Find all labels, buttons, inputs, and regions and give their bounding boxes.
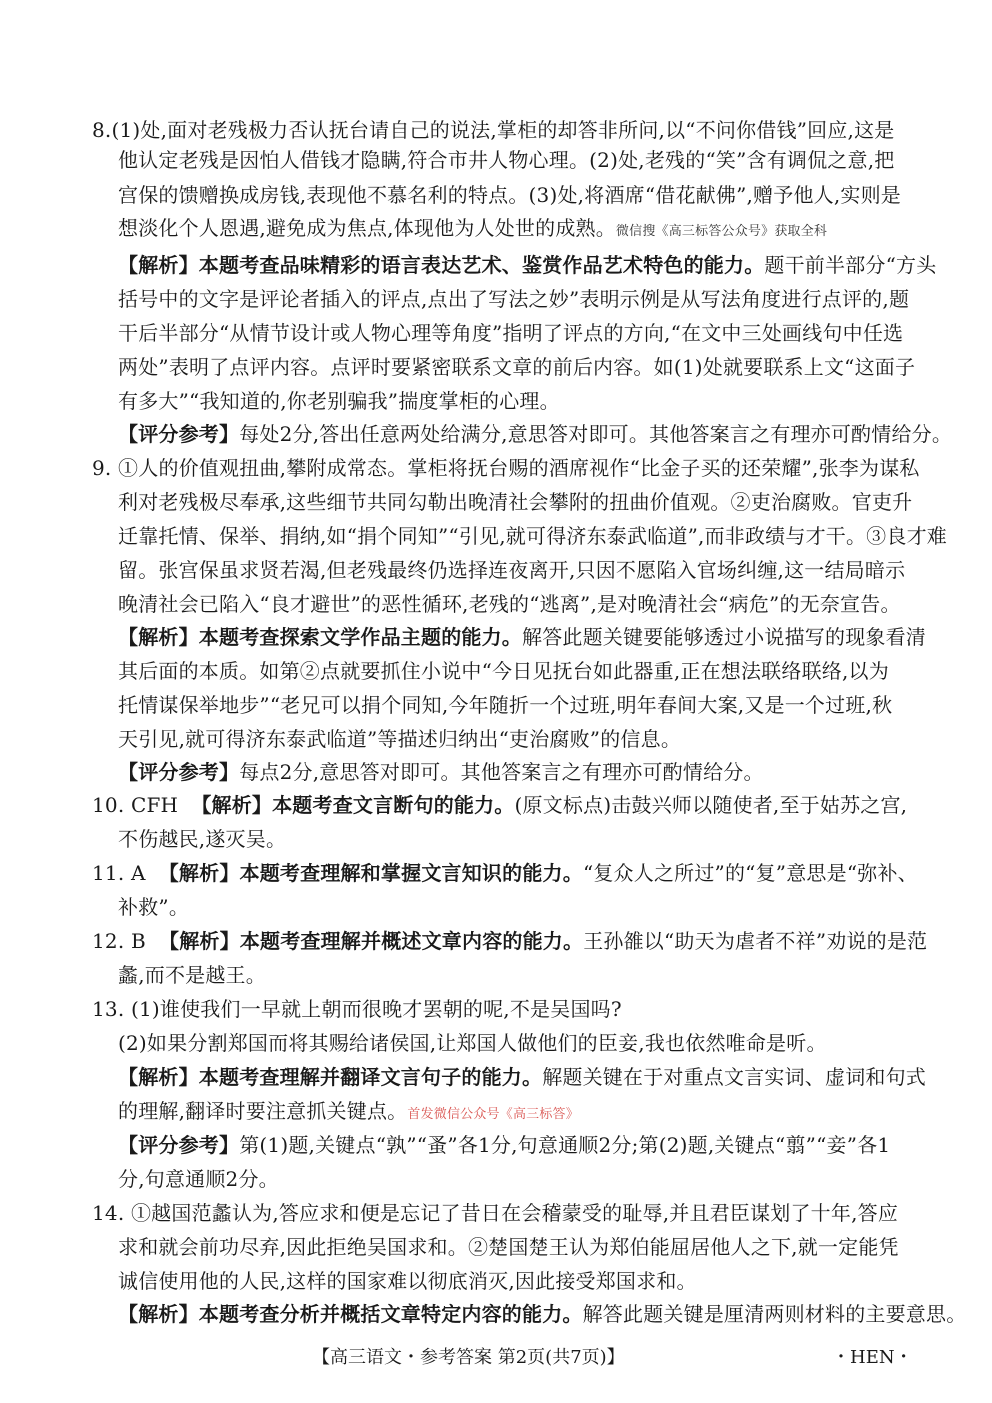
q12-line-1: 12. B 【解析】本题考查理解并概述文章内容的能力。王孙雒以“助天为虐者不祥”劝说的是范 [92, 929, 928, 953]
q13-line-2: (2)如果分割郑国而将其赐给诸侯国,让郑国人做他们的臣妾,我也依然唯命是听。 [118, 1031, 827, 1055]
q10-line-2: 不伤越民,遂灭吴。 [118, 827, 287, 851]
q9-line-5: 晚清社会已陷入“良才避世”的恶性循环,老残的“逃离”,是对晚清社会“病危”的无奈宣告。 [118, 592, 901, 616]
q13-analysis-line-2: 的理解,翻译时要注意抓关键点。首发微信公众号《高三标答》 [118, 1099, 579, 1123]
q13-line-1: 13. (1)谁使我们一早就上朝而很晚才罢朝的呢,不是吴国吗? [92, 997, 622, 1021]
watermark-text-1: 微信搜《高三标答公众号》获取全科 [615, 224, 828, 239]
q11-line-1: 11. A 【解析】本题考查理解和掌握文言知识的能力。“复众人之所过”的“复”意思是“弥补、 [92, 861, 918, 885]
q8-analysis-line-5: 有多大”“我知道的,你老别骗我”揣度掌柜的心理。 [118, 389, 560, 413]
q13-scoring-line-2: 分,句意通顺2分。 [118, 1167, 279, 1191]
q8-analysis-line-2: 括号中的文字是评论者插入的评点,点出了写法之妙”表明示例是从写法角度进行点评的,题 [118, 287, 910, 311]
footer-region-code: ・HEN・ [832, 1347, 913, 1368]
q8-line-2: 他认定老残是因怕人借钱才隐瞒,符合市井人物心理。(2)处,老残的“笑”含有调侃之意,把 [118, 148, 895, 172]
q14-line-3: 诚信使用他的人民,这样的国家难以彻底消灭,因此接受郑国求和。 [118, 1269, 697, 1293]
q8-line-1: 8.(1)处,面对老残极力否认抚台请自己的说法,掌柜的却答非所问,以“不问你借钱”回应,这是 [92, 118, 895, 142]
q9-analysis-line-4: 天引见,就可得济东泰武临道”等描述归纳出“吏治腐败”的信息。 [118, 727, 682, 751]
watermark-text-2: 首发微信公众号《高三标答》 [407, 1107, 579, 1122]
q14-line-1: 14. ①越国范蠡认为,答应求和便是忘记了昔日在会稽蒙受的耻辱,并且君臣谋划了十年,答应 [92, 1201, 899, 1225]
q9-scoring: 【评分参考】每点2分,意思答对即可。其他答案言之有理亦可酌情给分。 [118, 760, 764, 784]
q9-line-1: 9. ①人的价值观扭曲,攀附成常态。掌柜将抚台赐的酒席视作“比金子买的还荣耀”,张李为谋私 [92, 456, 920, 480]
q8-line-4: 想淡化个人恩遇,避免成为焦点,体现他为人处世的成熟。微信搜《高三标答公众号》获取全科 [118, 216, 828, 240]
q10-line-1: 10. CFH 【解析】本题考查文言断句的能力。(原文标点)击鼓兴师以随使者,至于姑苏之宫, [92, 793, 908, 817]
q9-analysis-line-2: 其后面的本质。如第②点就要抓住小说中“今日见抚台如此器重,正在想法联络联络,以为 [118, 659, 889, 683]
q9-line-2: 利对老残极尽奉承,这些细节共同勾勒出晚清社会攀附的扭曲价值观。②吏治腐败。官吏升 [118, 490, 913, 514]
q12-line-2: 蠡,而不是越王。 [118, 963, 266, 987]
q14-analysis: 【解析】本题考查分析并概括文章特定内容的能力。解答此题关键是厘清两则材料的主要意思。 [118, 1302, 967, 1326]
q14-line-2: 求和就会前功尽弃,因此拒绝吴国求和。②楚国楚王认为郑伯能屈居他人之下,就一定能凭 [118, 1235, 899, 1259]
q13-scoring-line-1: 【评分参考】第(1)题,关键点“孰”“蚤”各1分,句意通顺2分;第(2)题,关键点“翦”“妾”各1 [118, 1133, 891, 1157]
q9-analysis-line-3: 托情谋保举地步”“老兄可以捐个同知,今年随折一个过班,明年春间大案,又是一个过班,秋 [118, 693, 893, 717]
q11-line-2: 补救”。 [118, 895, 190, 919]
q8-scoring: 【评分参考】每处2分,答出任意两处给满分,意思答对即可。其他答案言之有理亦可酌情给分。 [118, 422, 953, 446]
q13-analysis-line-1: 【解析】本题考查理解并翻译文言句子的能力。解题关键在于对重点文言实词、虚词和句式 [118, 1065, 927, 1089]
q8-analysis-line-3: 干后半部分“从情节设计或人物心理等角度”指明了评点的方向,“在文中三处画线句中任选 [118, 321, 904, 345]
page-footer: 【高三语文・参考答案 第2页(共7页)】 [312, 1347, 625, 1368]
q9-analysis-line-1: 【解析】本题考查探索文学作品主题的能力。解答此题关键要能够透过小说描写的现象看清 [118, 625, 926, 649]
q8-analysis-line-4: 两处”表明了点评内容。点评时要紧密联系文章的前后内容。如(1)处就要联系上文“这面子 [118, 355, 916, 379]
q8-line-3: 宫保的馈赠换成房钱,表现他不慕名利的特点。(3)处,将酒席“借花献佛”,赠予他人,实则是 [118, 183, 902, 207]
q9-line-4: 留。张宫保虽求贤若渴,但老残最终仍选择连夜离开,只因不愿陷入官场纠缠,这一结局暗示 [118, 558, 906, 582]
q9-line-3: 迁靠托情、保举、捐纳,如“捐个同知”“引见,就可得济东泰武临道”,而非政绩与才干。③良才难 [118, 524, 947, 548]
q8-analysis-line-1: 【解析】本题考查品味精彩的语言表达艺术、鉴赏作品艺术特色的能力。题干前半部分“方头 [118, 253, 937, 277]
